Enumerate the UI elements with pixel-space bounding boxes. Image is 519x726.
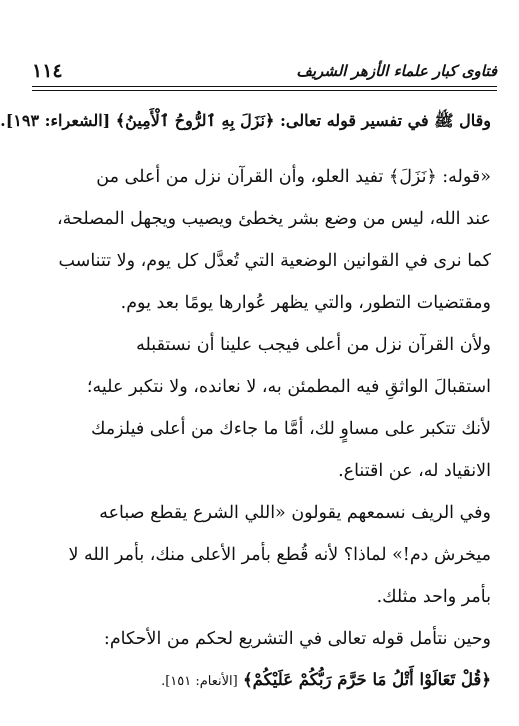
- header-rule: [32, 86, 497, 87]
- paragraph-line: استقبالَ الواثقِ فيه المطمئن به، لا نعانده، ولا نتكبر عليه؛: [86, 377, 491, 397]
- paragraph-line: ومقتضيات التطور، والتي يظهر عُوارها يومًا بعد يوم.: [120, 293, 491, 313]
- paragraph-line: بأمر واحد مثلك.: [376, 587, 491, 607]
- quran-verse: ﴿قُلْ تَعَالَوْا أَتْلُ مَا حَرَّمَ رَبُّكُمْ عَلَيْكُمْ﴾: [243, 670, 491, 689]
- paragraph-line: وحين نتأمل قوله تعالى في التشريع لحكم من الأحكام:: [103, 629, 491, 649]
- paragraph-line: كما نرى في القوانين الوضعية التي تُعدَّل كل يوم، ولا تتناسب: [58, 251, 491, 271]
- page-body: [0, 108, 491, 702]
- verse-reference: [الأنعام: ١٥١].: [161, 674, 238, 689]
- page-number: ١١٤: [32, 60, 63, 82]
- paragraph-line: الانقياد له، عن اقتناع.: [338, 461, 491, 481]
- paragraph-line: «قوله: ﴿نَزَلَ﴾ تفيد العلو، وأن القرآن نزل من أعلى من: [96, 167, 491, 187]
- paragraph-line: ميخرش دم!» لماذا؟ لأنه قُطع بأمر الأعلى منك، بأمر الله لا: [68, 545, 491, 565]
- paragraph-4: [40, 618, 491, 660]
- header-rule-thin: [32, 90, 497, 91]
- paragraph-2: [40, 324, 491, 492]
- paragraph-line: عند الله، ليس من وضع بشر يخطئ ويصيب ويجهل المصلحة،: [57, 209, 491, 229]
- page-header: [32, 52, 497, 86]
- intro-line: وقال ﷺ في تفسير قوله تعالى: ﴿نَزَلَ بِهِ ٱلرُّوحُ ٱلْأَمِينُ﴾ [الشعراء: ١٩٣].: [0, 111, 491, 130]
- paragraph-line: لأنك تتكبر على مساوٍ لك، أمَّا ما جاءك من أعلى فيلزمك: [91, 419, 491, 439]
- running-title: فتاوى كبار علماء الأزهر الشريف: [296, 62, 497, 80]
- paragraph-line: ولأن القرآن نزل من أعلى فيجب علينا أن نستقبله: [136, 335, 491, 355]
- paragraph-line: وفي الريف نسمعهم يقولون «اللي الشرع يقطع صباعه: [99, 503, 491, 523]
- paragraph-1: [40, 156, 491, 324]
- verse-line: [40, 660, 491, 702]
- paragraph-3: [40, 492, 491, 618]
